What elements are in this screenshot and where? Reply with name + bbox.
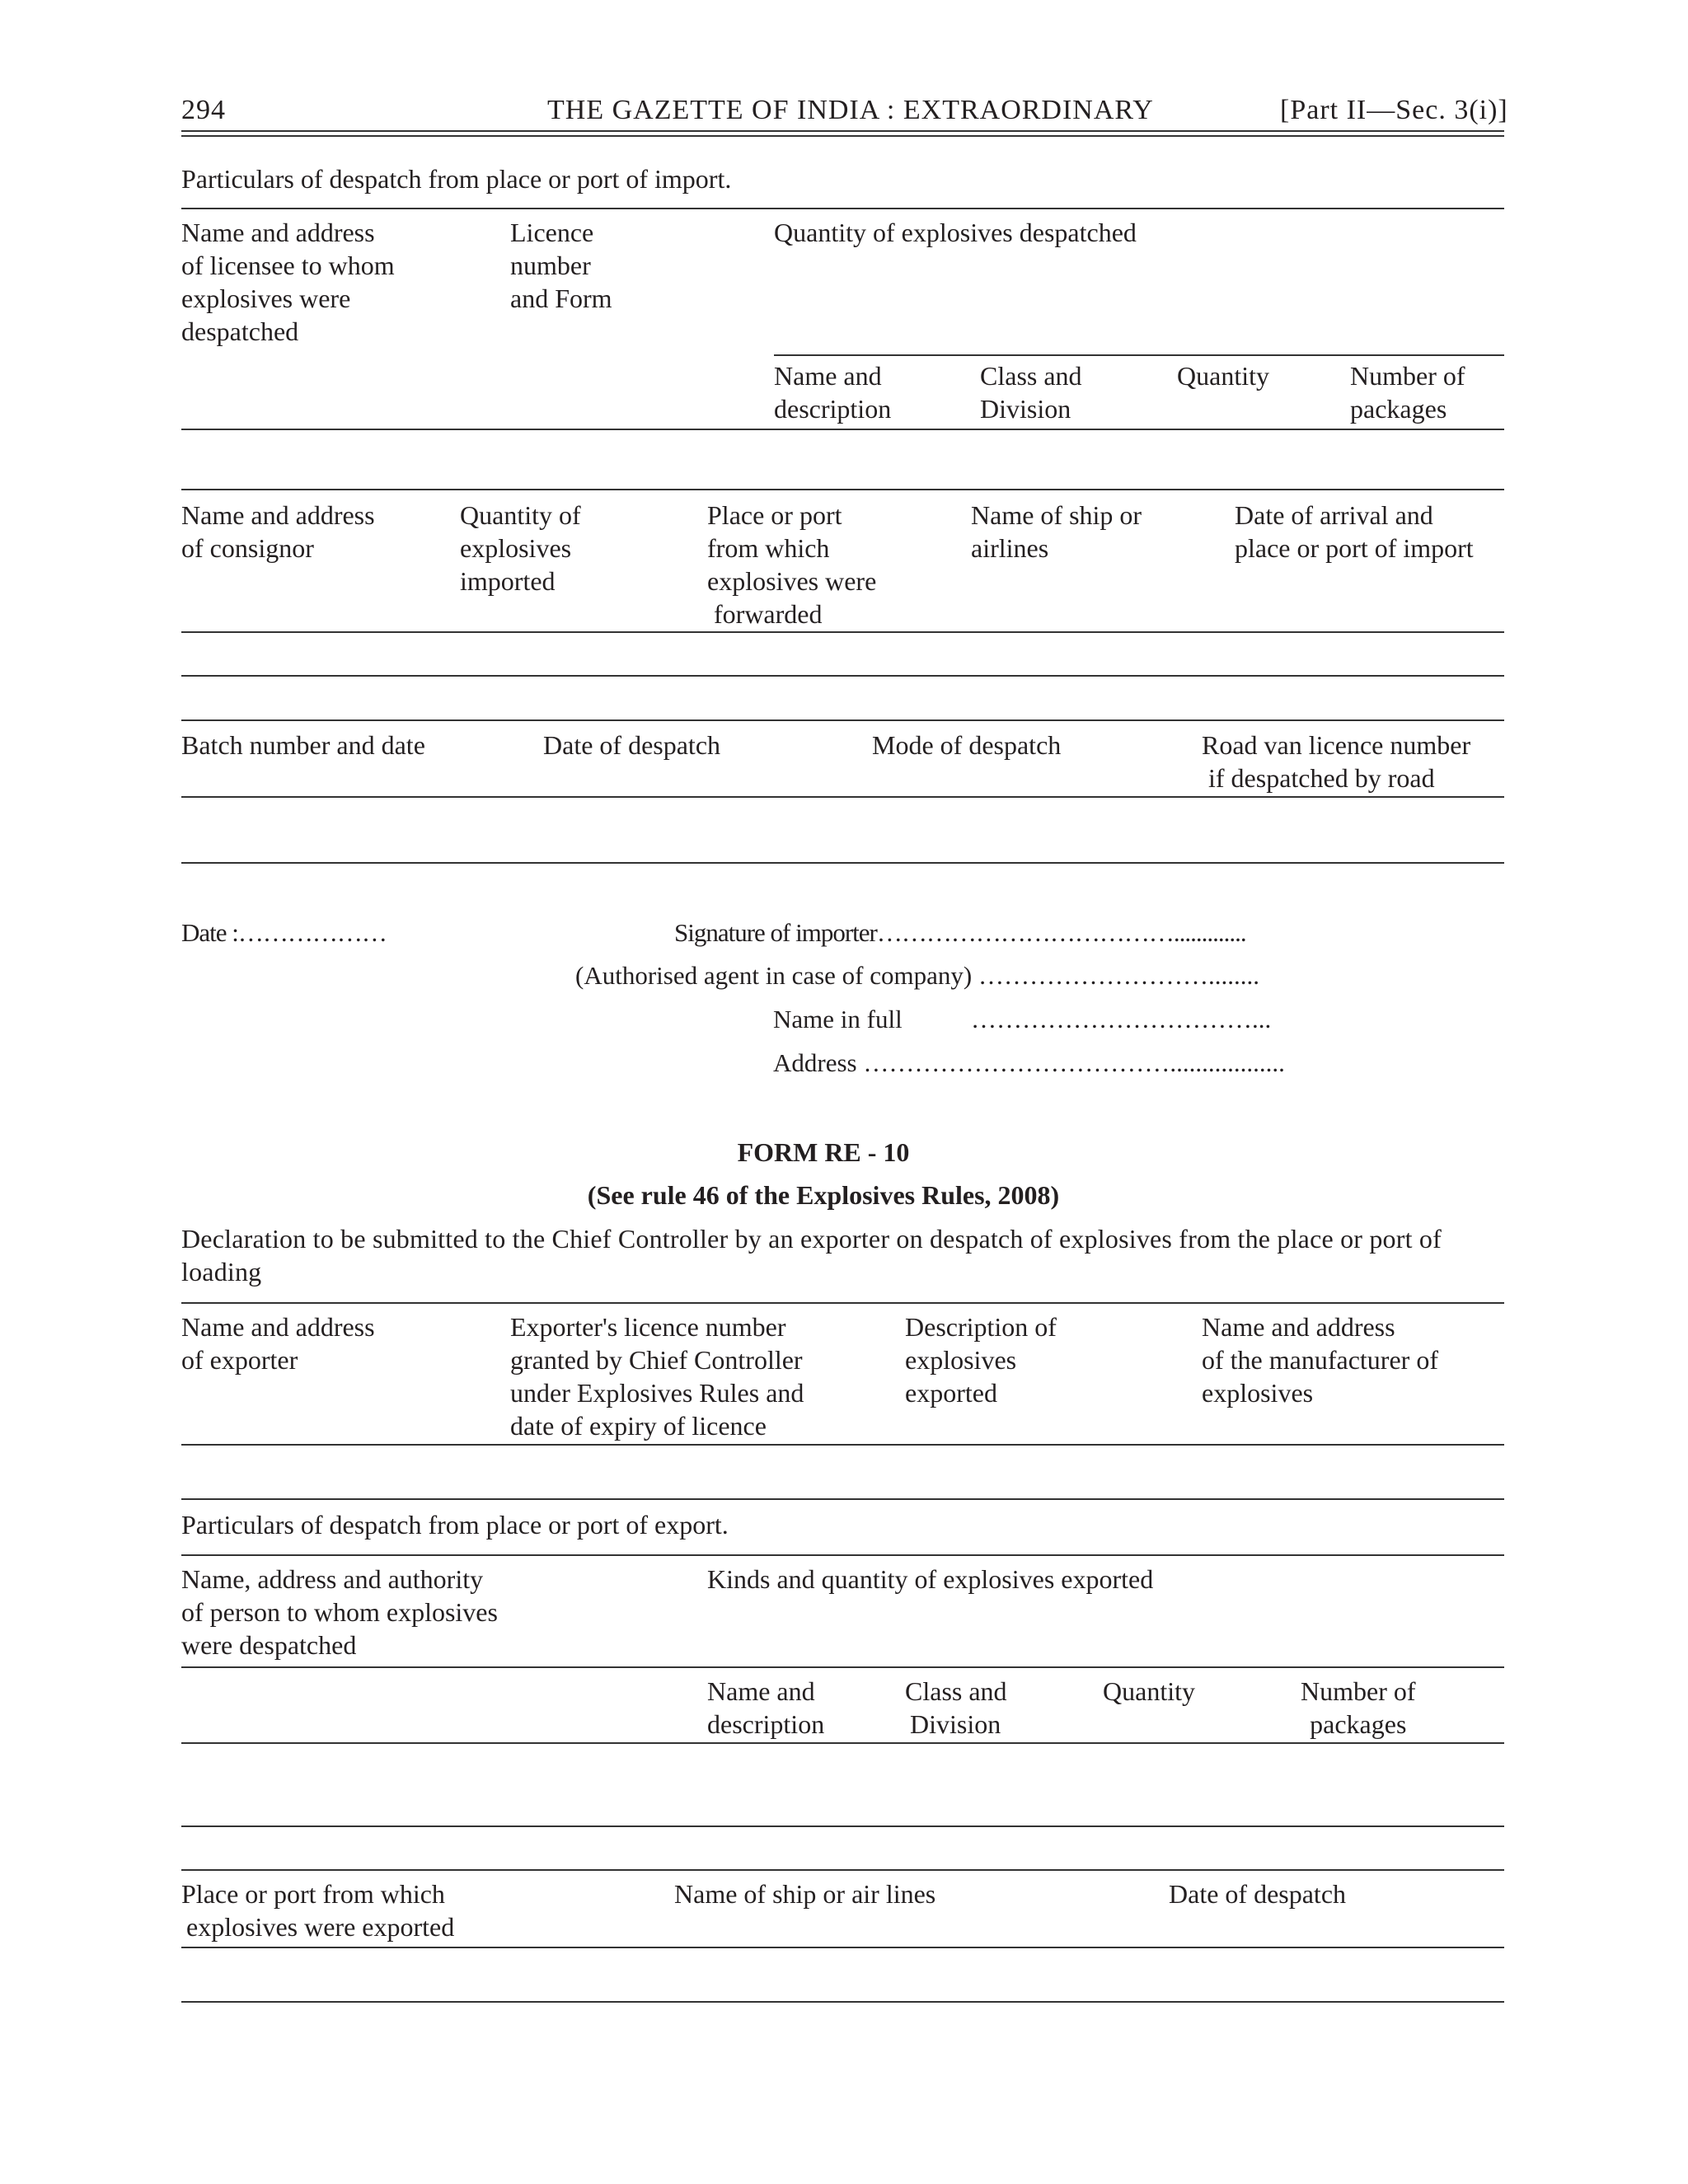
- col-date-of-despatch: Date of despatch: [1169, 1879, 1347, 1909]
- name-in-full-dots: ……………………………...: [971, 1005, 1272, 1033]
- col-ship-airlines: Name of ship or airlines: [971, 500, 1142, 563]
- rule-reference: (See rule 46 of the Explosives Rules, 2008): [587, 1180, 1060, 1210]
- col-place-port-exported: Place or port from which explosives were exported: [181, 1879, 455, 1942]
- table-rule: [181, 675, 1504, 677]
- sub-number-packages: Number of packages: [1350, 361, 1465, 424]
- col-description-exported: Description of explosives exported: [905, 1312, 1057, 1408]
- sub-name-description: Name and description: [774, 361, 892, 424]
- col-person-despatched: Name, address and authority of person to whom explosives were despatched: [181, 1564, 498, 1660]
- col-quantity-despatched-group: Quantity of explosives despatched: [774, 218, 1137, 247]
- table-rule: [181, 1498, 1504, 1500]
- col-licence-number: Licence number and Form: [510, 218, 612, 313]
- sub-quantity: Quantity: [1177, 361, 1269, 391]
- table-rule: [181, 631, 1504, 633]
- export-particulars-title: Particulars of despatch from place or port of export.: [181, 1510, 729, 1540]
- subheader-rule: [774, 354, 1504, 356]
- table-rule: [181, 1666, 1504, 1668]
- table-rule: [181, 208, 1504, 209]
- table-rule: [181, 719, 1504, 721]
- table-rule: [181, 1825, 1504, 1827]
- col-exporter-licence: Exporter's licence number granted by Chief Controller under Explosives Rules and date of expiry of licence: [510, 1312, 804, 1441]
- table-rule: [181, 1742, 1504, 1744]
- table-rule: [181, 862, 1504, 864]
- date-field: Date :………………: [181, 918, 387, 947]
- page-number: 294: [181, 95, 226, 125]
- name-in-full-label: Name in full: [773, 1005, 903, 1033]
- header-rule-top: [181, 130, 1504, 132]
- col-road-van-licence: Road van licence number if despatched by road: [1202, 730, 1471, 793]
- form-title: FORM RE - 10: [737, 1137, 910, 1167]
- col-exporter-name-address: Name and address of exporter: [181, 1312, 375, 1375]
- sub-class-division: Class and Division: [980, 361, 1082, 424]
- part-section: [Part II—Sec. 3(i)]: [1280, 95, 1508, 125]
- header-rule-bottom: [181, 135, 1504, 137]
- col-mode-of-despatch: Mode of despatch: [872, 730, 1062, 760]
- sub-name-description: Name and description: [707, 1676, 825, 1739]
- col-arrival-date-place: Date of arrival and place or port of import: [1235, 500, 1474, 563]
- col-ship-air-lines: Name of ship or air lines: [674, 1879, 936, 1909]
- col-date-of-despatch: Date of despatch: [543, 730, 721, 760]
- col-kinds-quantity-group: Kinds and quantity of explosives exported: [707, 1564, 1154, 1594]
- table-rule: [181, 429, 1504, 430]
- import-particulars-title: Particulars of despatch from place or port of import.: [181, 164, 732, 194]
- authorised-agent: (Authorised agent in case of company) ………………………........: [575, 961, 1259, 990]
- col-quantity-imported: Quantity of explosives imported: [460, 500, 581, 596]
- table-rule: [181, 1444, 1504, 1446]
- sub-number-packages: Number of packages: [1301, 1676, 1416, 1739]
- table-rule: [181, 1554, 1504, 1556]
- col-manufacturer: Name and address of the manufacturer of explosives: [1202, 1312, 1438, 1408]
- col-place-port-forwarded: Place or port from which explosives were forwarded: [707, 500, 877, 629]
- table-rule: [181, 489, 1504, 490]
- gazette-title: THE GAZETTE OF INDIA : EXTRAORDINARY: [547, 95, 1154, 125]
- address-field: Address ………………………………..................: [773, 1048, 1285, 1077]
- table-rule: [181, 1869, 1504, 1871]
- sub-quantity: Quantity: [1103, 1676, 1195, 1706]
- table-rule: [181, 1302, 1504, 1304]
- col-licensee-name-address: Name and address of licensee to whom explosives were despatched: [181, 218, 395, 346]
- declaration-text: Declaration to be submitted to the Chief Controller by an exporter on despatch of explosives from the place or port of loading: [181, 1224, 1442, 1286]
- signature-importer: Signature of importer……………………………….............: [674, 918, 1246, 947]
- sub-class-division: Class and Division: [905, 1676, 1007, 1739]
- table-rule: [181, 1947, 1504, 1948]
- col-batch-number-date: Batch number and date: [181, 730, 425, 760]
- table-rule: [181, 796, 1504, 798]
- col-consignor: Name and address of consignor: [181, 500, 375, 563]
- table-rule: [181, 2001, 1504, 2003]
